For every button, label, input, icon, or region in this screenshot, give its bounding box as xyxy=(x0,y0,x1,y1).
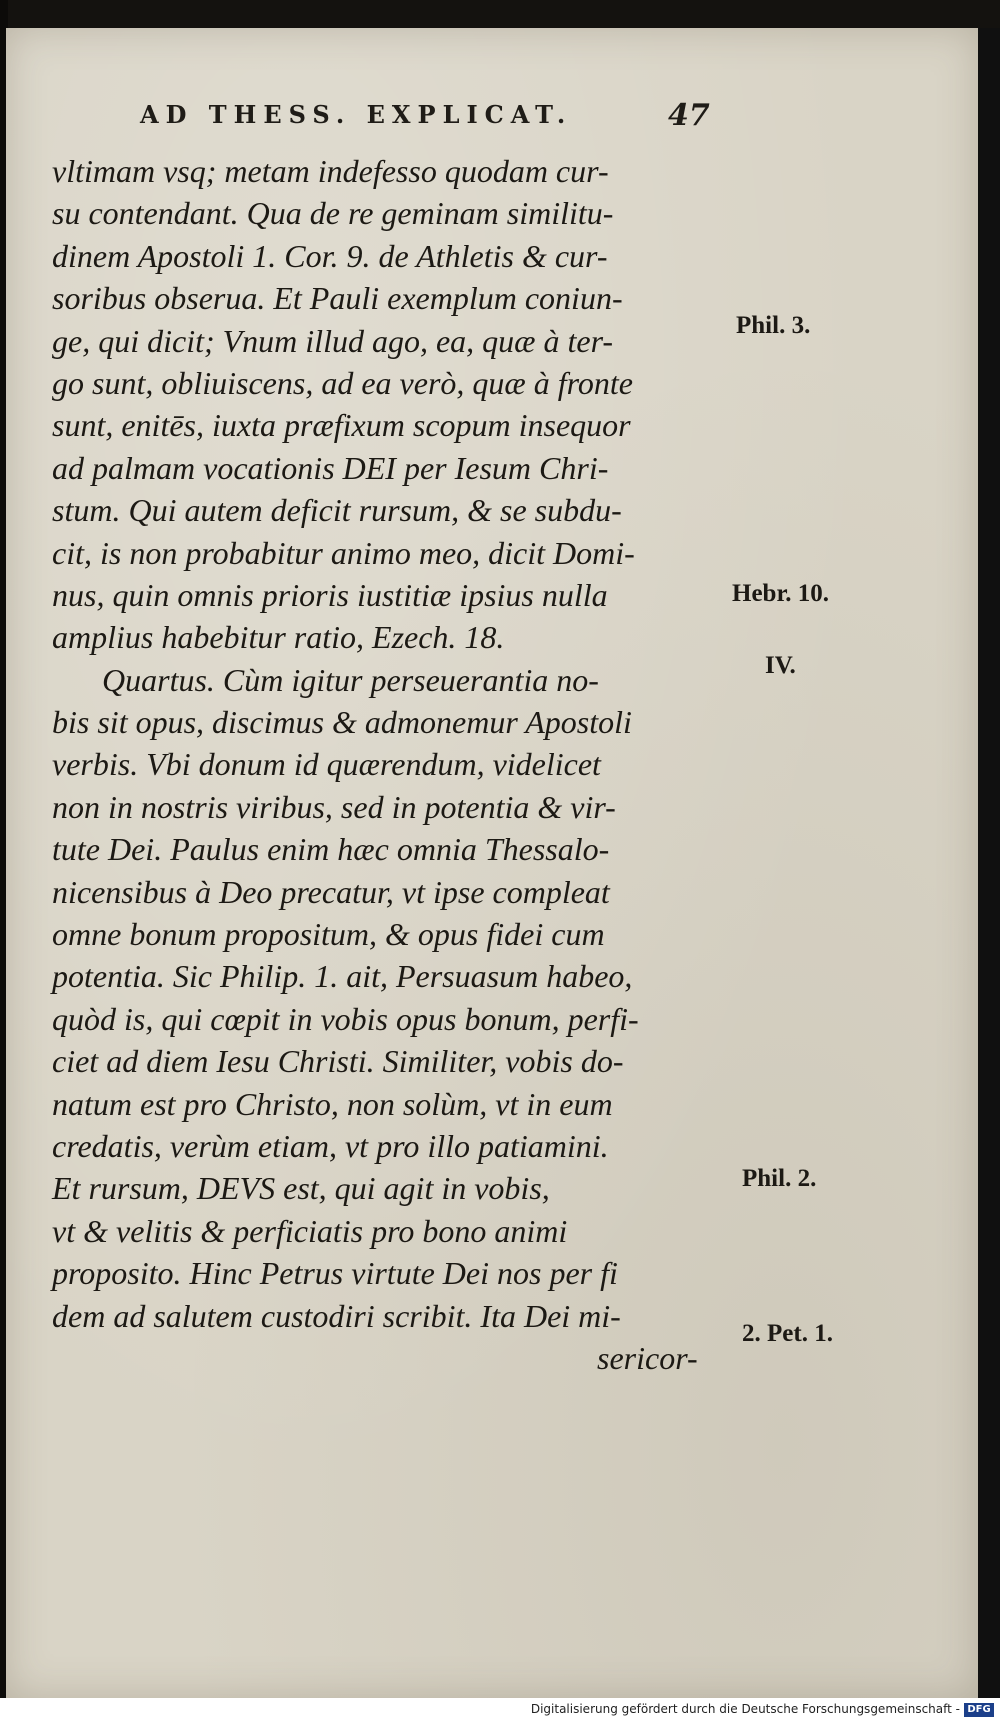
marginal-note: IV. xyxy=(765,652,796,679)
text-line: vt & velitis & perficiatis pro bono animi xyxy=(52,1212,568,1249)
page-number: 47 xyxy=(668,98,710,133)
text-line: bis sit opus, discimus & admonemur Apostoli xyxy=(52,704,632,741)
text-line: potentia. Sic Philip. 1. ait, Persuasum habeo, xyxy=(52,958,633,995)
text-line: nus, quin omnis prioris iustitiæ ipsius nulla xyxy=(52,576,608,613)
text-line: go sunt, obliuiscens, ad ea verò, quæ à fronte xyxy=(52,364,633,401)
funding-credit: Digitalisierung gefördert durch die Deutsche Forschungsgemeinschaft - xyxy=(530,1702,960,1716)
marginal-note: 2. Pet. 1. xyxy=(742,1320,833,1347)
text-line: soribus obserua. Et Pauli exemplum coniun- xyxy=(52,280,623,317)
marginal-note: Phil. 2. xyxy=(742,1165,817,1192)
scan-border-top xyxy=(0,0,1000,30)
text-line: verbis. Vbi donum id quærendum, videlicet xyxy=(52,746,601,783)
text-line: su contendant. Qua de re geminam similitu- xyxy=(52,195,614,232)
text-line: credatis, verùm etiam, vt pro illo patiamini. xyxy=(52,1127,609,1164)
text-line: cit, is non probabitur animo meo, dicit Domi- xyxy=(52,534,635,571)
text-line: quòd is, qui cœpit in vobis opus bonum, perfi- xyxy=(52,1000,639,1037)
text-line: stum. Qui autem deficit rursum, & se subdu- xyxy=(52,492,622,529)
dfg-logo: DFG xyxy=(964,1703,994,1717)
text-line: natum est pro Christo, non solùm, vt in eum xyxy=(52,1085,613,1122)
text-line: tute Dei. Paulus enim hæc omnia Thessalo- xyxy=(52,831,610,868)
scan-right-edge xyxy=(978,28,1000,1698)
marginal-note: Hebr. 10. xyxy=(732,580,829,607)
text-line: proposito. Hinc Petrus virtute Dei nos per fi xyxy=(52,1255,618,1292)
paragraph-start-line: Quartus. Cùm igitur perseuerantia no- xyxy=(102,661,599,698)
text-line: ciet ad diem Iesu Christi. Similiter, vobis do- xyxy=(52,1043,624,1080)
text-line: amplius habebitur ratio, Ezech. 18. xyxy=(52,619,505,656)
catchword: sericor- xyxy=(597,1339,698,1376)
text-line: omne bonum propositum, & opus fidei cum xyxy=(52,916,605,953)
text-line: dem ad salutem custodiri scribit. Ita Dei mi- xyxy=(52,1297,621,1334)
marginal-note: Phil. 3. xyxy=(736,312,811,339)
body-text xyxy=(52,150,732,1379)
text-line: sunt, enitēs, iuxta præfixum scopum insequor xyxy=(52,407,631,444)
text-line: vltimam vsq; metam indefesso quodam cur- xyxy=(52,153,609,189)
text-line: nicensibus à Deo precatur, vt ipse compleat xyxy=(52,873,610,910)
text-line: dinem Apostoli 1. Cor. 9. de Athletis & cur- xyxy=(52,237,608,274)
text-line: ad palmam vocationis DEI per Iesum Chri- xyxy=(52,449,609,486)
text-line: ge, qui dicit; Vnum illud ago, ea, quæ à ter- xyxy=(52,322,614,359)
footer-bar xyxy=(0,1698,1000,1722)
text-line: non in nostris viribus, sed in potentia & vir- xyxy=(52,788,616,825)
text-line: Et rursum, DEVS est, qui agit in vobis, xyxy=(52,1170,550,1207)
running-head: AD THESS. EXPLICAT. xyxy=(140,100,573,129)
